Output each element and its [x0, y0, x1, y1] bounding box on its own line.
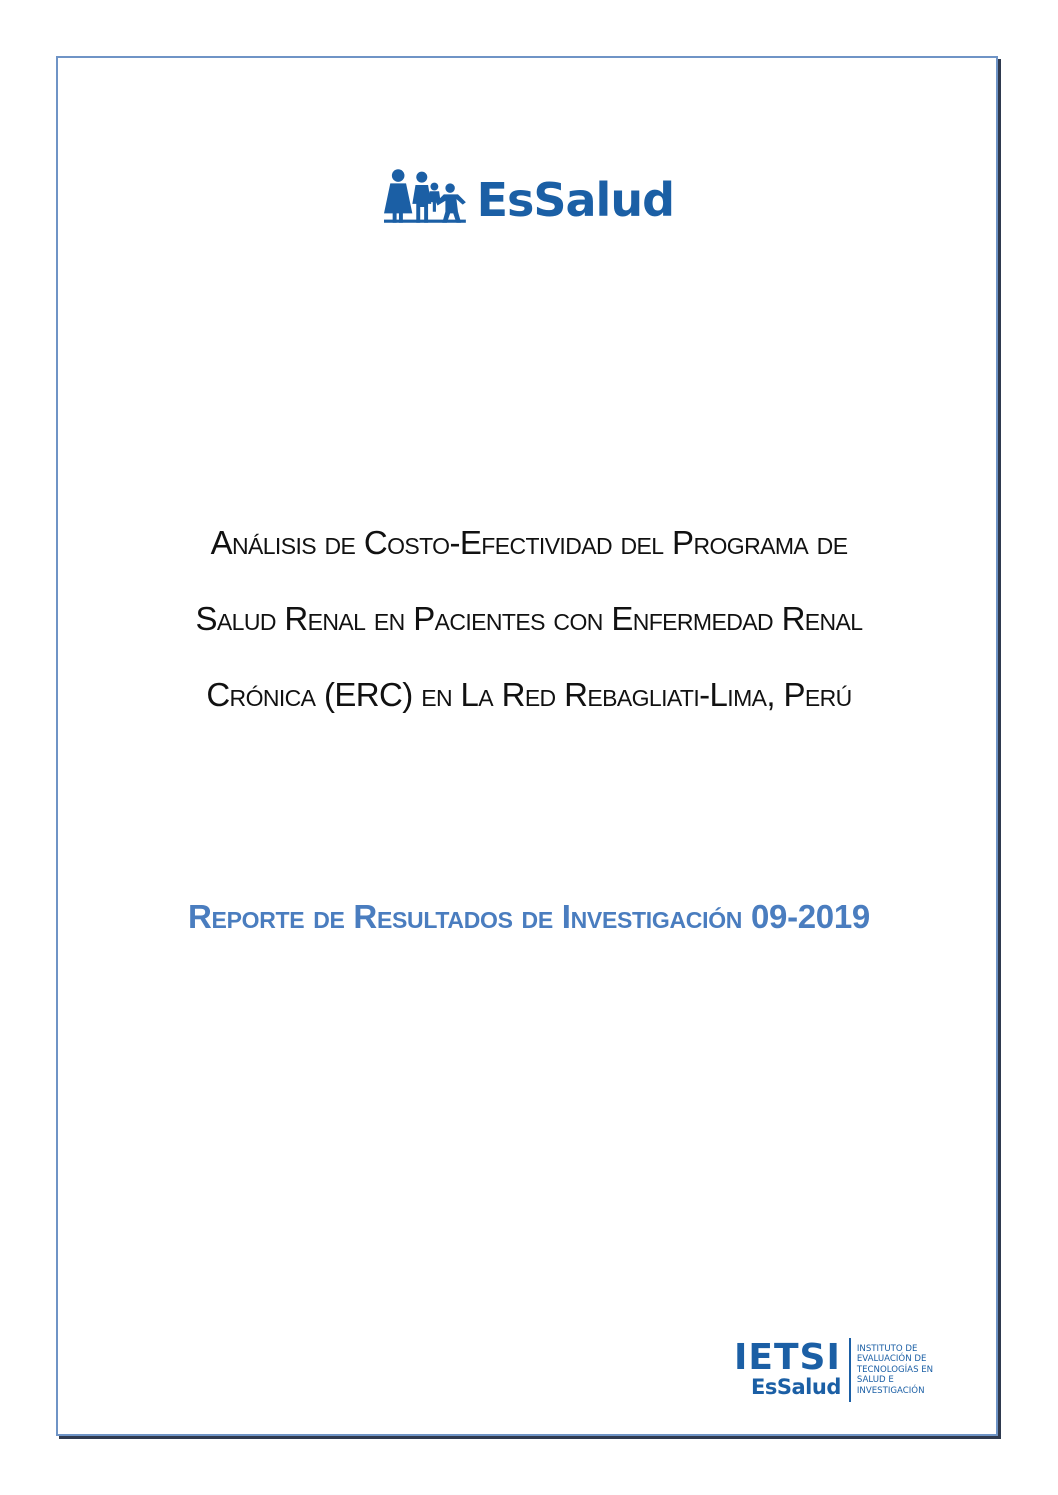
- ietsi-mark: [734, 1338, 851, 1402]
- title-line-3: Crónica (ERC) en La Red Rebagliati-Lima, Perú: [206, 676, 852, 713]
- ietsi-brand: EsSalud: [751, 1375, 841, 1399]
- ietsi-desc-line: TECNOLOGÍAS EN: [856, 1364, 934, 1375]
- ietsi-logo: [734, 1338, 933, 1402]
- ietsi-desc-line: SALUD E: [856, 1375, 894, 1386]
- ietsi-description: [851, 1338, 933, 1402]
- document-title: [100, 505, 958, 733]
- page-border: [56, 56, 998, 1436]
- ietsi-desc-line: EVALUACIÓN DE: [856, 1354, 927, 1365]
- family-figures-icon: [384, 160, 471, 232]
- ietsi-desc-line: INSTITUTO DE: [856, 1343, 918, 1354]
- ietsi-desc-line: INVESTIGACIÓN: [856, 1385, 925, 1396]
- title-line-1: Análisis de Costo-Efectividad del Programa de: [210, 524, 848, 561]
- ietsi-acronym: IETSI: [734, 1337, 841, 1378]
- report-subtitle: Reporte de Resultados de Investigación 09-2019: [188, 898, 870, 935]
- title-line-2: Salud Renal en Pacientes con Enfermedad Renal: [195, 600, 863, 637]
- essalud-wordmark: EsSalud: [476, 173, 674, 227]
- essalud-logo: [384, 160, 674, 232]
